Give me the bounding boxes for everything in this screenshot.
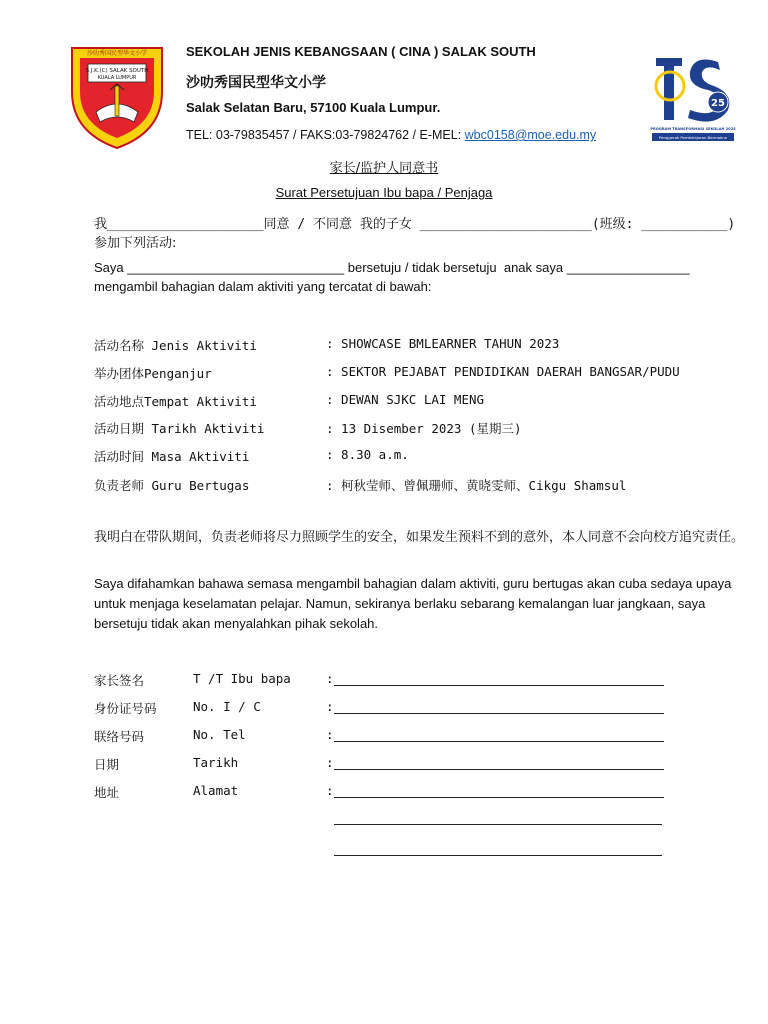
- date-field[interactable]: [334, 769, 664, 770]
- activity-row-venue: [94, 392, 754, 412]
- activity-row-organizer: [94, 364, 754, 384]
- school-crest-logo: [66, 40, 168, 152]
- logo-line1: PROGRAM TRANSFORMASI SEKOLAH 2025: [650, 127, 736, 131]
- declaration-bm: Saya difahamkan bahawa semasa mengambil bahagian dalam aktiviti, guru bertugas akan cuba sedaya upaya untuk menjaga keselamatan pelajar. Namun, sekiranya berlaku sebarang kemalangan luar jangkaan, saya bersetuju tidak akan menyalahkan pihak sekolah.: [94, 576, 732, 631]
- phone-number-field[interactable]: [334, 741, 664, 742]
- consent-cn-line2: 参加下列活动:: [94, 236, 177, 251]
- sig-colon: :: [326, 727, 334, 742]
- sig-colon: :: [326, 699, 334, 714]
- sig-label-bm: Alamat: [193, 783, 239, 798]
- logo-number: 25: [711, 98, 725, 109]
- form-title-bm: Surat Persetujuan Ibu bapa / Penjaga: [275, 185, 493, 200]
- sig-label-bm: No. I / C: [193, 699, 261, 714]
- signature-row-ic: [94, 699, 674, 719]
- activity-label: 活动名称 Jenis Aktiviti: [94, 338, 257, 353]
- email-link[interactable]: wbc0158@moe.edu.my: [464, 128, 597, 142]
- signature-row-parent: [94, 671, 674, 691]
- crest-line2: KUALA LUMPUR: [97, 75, 137, 81]
- address-field-line2[interactable]: [334, 824, 662, 825]
- logo-line2: Penggerak Pembelajaran Bermakna: [659, 135, 727, 140]
- activity-value: : DEWAN SJKC LAI MENG: [326, 392, 485, 407]
- activity-value: : SEKTOR PEJABAT PENDIDIKAN DAERAH BANGSAR/PUDU: [326, 364, 680, 379]
- school-address: Salak Selatan Baru, 57100 Kuala Lumpur.: [186, 100, 441, 115]
- consent-bm-line1: Saya ______________________________ bersetuju / tidak bersetuju anak saya _________________: [94, 260, 690, 275]
- contact-prefix: TEL: 03-79835457 / FAKS:03-79824762 / E-MEL:: [186, 128, 465, 142]
- school-name-bm: SEKOLAH JENIS KEBANGSAAN ( CINA ) SALAK SOUTH: [186, 44, 536, 59]
- sig-label-cn: 日期: [94, 757, 120, 772]
- activity-label: 活动地点Tempat Aktiviti: [94, 394, 257, 409]
- signature-row-address: [94, 783, 674, 803]
- activity-row-time: [94, 447, 754, 467]
- consent-bm-line2: mengambil bahagian dalam aktiviti yang tercatat di bawah:: [94, 279, 432, 294]
- activity-row-date: [94, 419, 754, 439]
- activity-label: 活动日期 Tarikh Aktiviti: [94, 421, 265, 436]
- address-field-line1[interactable]: [334, 797, 664, 798]
- sig-label-bm: No. Tel: [193, 727, 246, 742]
- parent-signature-field[interactable]: [334, 685, 664, 686]
- consent-cn-line1: 我____________________同意 / 不同意 我的子女 ______________________(班级: ___________): [94, 217, 736, 232]
- sig-label-cn: 家长签名: [94, 673, 145, 688]
- activity-row-teachers: [94, 476, 754, 496]
- crest-line1: S.J.K.(C) SALAK SOUTH: [85, 68, 149, 74]
- signature-row-phone: [94, 727, 674, 747]
- activity-value: : SHOWCASE BMLEARNER TAHUN 2023: [326, 336, 560, 351]
- sig-label-cn: 地址: [94, 785, 120, 800]
- sig-colon: :: [326, 755, 334, 770]
- sig-label-bm: Tarikh: [193, 755, 239, 770]
- activity-row-type: [94, 336, 754, 356]
- sig-label-cn: 联络号码: [94, 729, 145, 744]
- activity-label: 负责老师 Guru Bertugas: [94, 478, 250, 493]
- activity-label: 举办团体Penganjur: [94, 366, 212, 381]
- sig-label-cn: 身份证号码: [94, 701, 157, 716]
- address-field-line3[interactable]: [334, 855, 662, 856]
- activity-label: 活动时间 Masa Aktiviti: [94, 449, 250, 464]
- sig-label-bm: T /T Ibu bapa: [193, 671, 291, 686]
- ts25-program-logo: [648, 44, 738, 144]
- form-title-cn: 家长/监护人同意书: [329, 161, 439, 176]
- sig-colon: :: [326, 783, 334, 798]
- activity-value: : 柯秋莹师、曾佩珊师、黄晓雯师、Cikgu Shamsul: [326, 478, 627, 493]
- sig-colon: :: [326, 671, 334, 686]
- contact-line: [186, 128, 596, 142]
- signature-row-date: [94, 755, 674, 775]
- declaration-cn: 我明白在带队期间，负责老师将尽力照顾学生的安全，如果发生预料不到的意外，本人同意不会向校方追究责任。: [94, 530, 745, 545]
- crest-arc-text: 沙叻秀国民型华文小学: [86, 50, 148, 57]
- activity-value: : 13 Disember 2023 (星期三): [326, 421, 522, 436]
- ic-number-field[interactable]: [334, 713, 664, 714]
- school-name-cn: 沙叻秀国民型华文小学: [186, 75, 326, 91]
- activity-value: : 8.30 a.m.: [326, 447, 409, 462]
